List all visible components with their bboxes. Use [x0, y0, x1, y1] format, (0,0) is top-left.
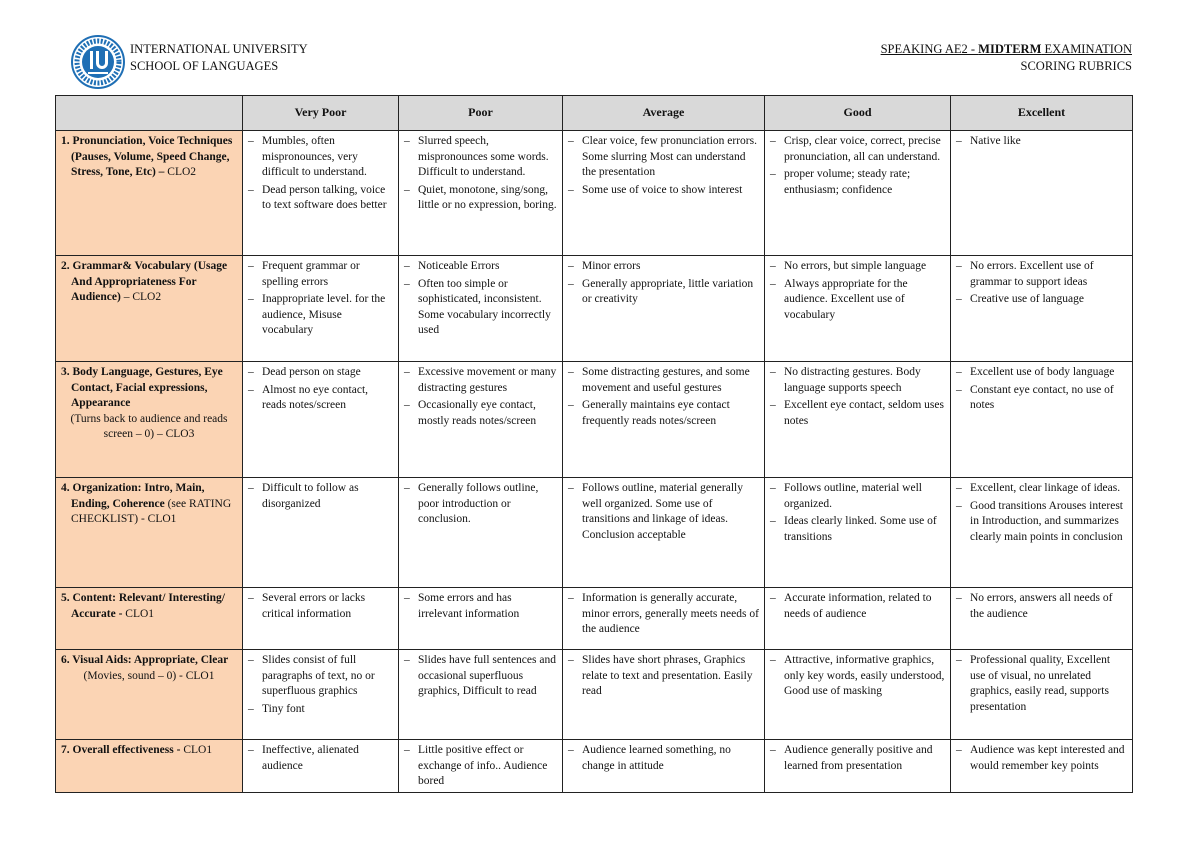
rubric-cell-excellent: [951, 256, 1133, 362]
descriptor-list: [248, 365, 393, 414]
criterion-text: [61, 481, 237, 528]
exam-subtitle: SCORING RUBRICS: [1020, 59, 1132, 73]
rubric-cell-very-poor: [243, 650, 399, 740]
criterion-text: [61, 743, 237, 759]
criterion-cell: [56, 650, 243, 740]
descriptor-list: [404, 653, 557, 700]
rubric-cell-good: [765, 588, 951, 650]
descriptor-list: [248, 743, 393, 774]
rubric-cell-excellent: [951, 362, 1133, 478]
rubric-cell-average: [563, 362, 765, 478]
rubric-cell-good: [765, 740, 951, 793]
header-criterion: [56, 96, 243, 131]
descriptor-item: – Some errors and has irrelevant information: [404, 591, 557, 622]
descriptor-item: – proper volume; steady rate; enthusiasm; confidence: [770, 167, 945, 198]
table-row: [56, 478, 1133, 588]
criterion-clo: CLO1: [183, 744, 213, 756]
descriptor-list: [248, 653, 393, 717]
descriptor-list: [568, 591, 759, 638]
descriptor-list: [568, 653, 759, 700]
criterion-cell: [56, 256, 243, 362]
descriptor-list: [770, 743, 945, 774]
descriptor-item: – Generally maintains eye contact frequently reads notes/screen: [568, 398, 759, 429]
exam-title: [881, 41, 1132, 75]
criterion-title: 3. Body Language, Gestures, Eye Contact, Facial expressions, Appearance: [61, 366, 223, 409]
criterion-title: 4. Organization: Intro, Main, Ending, Coherence: [61, 482, 205, 510]
table-row: [56, 650, 1133, 740]
rubric-cell-average: [563, 650, 765, 740]
descriptor-item: – Often too simple or sophisticated, inconsistent. Some vocabulary incorrectly used: [404, 277, 557, 339]
school-name: SCHOOL OF LANGUAGES: [130, 59, 279, 73]
criterion-cell: [56, 362, 243, 478]
descriptor-list: [404, 134, 557, 214]
rubric-cell-very-poor: [243, 131, 399, 256]
descriptor-item: – Noticeable Errors: [404, 259, 557, 275]
descriptor-list: [404, 743, 557, 790]
descriptor-list: [248, 481, 393, 512]
descriptor-item: – Slurred speech, mispronounces some words. Difficult to understand.: [404, 134, 557, 181]
descriptor-item: – Some use of voice to show interest: [568, 183, 759, 199]
descriptor-list: [568, 481, 759, 543]
descriptor-item: – Difficult to follow as disorganized: [248, 481, 393, 512]
descriptor-list: [770, 365, 945, 429]
descriptor-item: – Slides consist of full paragraphs of text, no or superfluous graphics: [248, 653, 393, 700]
rubric-cell-poor: [399, 650, 563, 740]
descriptor-item: – Native like: [956, 134, 1127, 150]
descriptor-item: – Little positive effect or exchange of info.. Audience bored: [404, 743, 557, 790]
rubric-cell-excellent: [951, 588, 1133, 650]
rubric-cell-very-poor: [243, 588, 399, 650]
descriptor-item: – Accurate information, related to needs of audience: [770, 591, 945, 622]
rubric-cell-very-poor: [243, 478, 399, 588]
descriptor-list: [404, 481, 557, 528]
rubric-cell-good: [765, 131, 951, 256]
organization-name: [130, 41, 308, 75]
rubric-cell-poor: [399, 362, 563, 478]
descriptor-item: – Information is generally accurate, minor errors, generally meets needs of the audience: [568, 591, 759, 638]
rubric-cell-very-poor: [243, 362, 399, 478]
criterion-text: [61, 591, 237, 622]
rubric-cell-very-poor: [243, 740, 399, 793]
descriptor-item: – Ideas clearly linked. Some use of transitions: [770, 514, 945, 545]
criterion-note: (Movies, sound – 0) - CLO1: [83, 669, 215, 682]
descriptor-item: – Constant eye contact, no use of notes: [956, 383, 1127, 414]
descriptor-item: – No errors. Excellent use of grammar to support ideas: [956, 259, 1127, 290]
descriptor-item: – Creative use of language: [956, 292, 1127, 308]
page-header: [70, 34, 1132, 84]
criterion-note: (Turns back to audience and reads screen – 0) – CLO3: [70, 412, 228, 440]
header-excellent: Excellent: [951, 96, 1133, 131]
descriptor-item: – Some distracting gestures, and some movement and useful gestures: [568, 365, 759, 396]
descriptor-item: – Slides have short phrases, Graphics relate to text and presentation. Easily read: [568, 653, 759, 700]
criterion-clo: CLO2: [167, 166, 197, 178]
criterion-clo: (see RATING CHECKLIST) - CLO1: [71, 497, 232, 525]
descriptor-list: [568, 365, 759, 429]
descriptor-item: – Crisp, clear voice, correct, precise pronunciation, all can understand.: [770, 134, 945, 165]
exam-midterm: MIDTERM: [978, 42, 1042, 56]
criterion-text: [61, 365, 237, 443]
descriptor-item: – Clear voice, few pronunciation errors. Some slurring Most can understand the presentation: [568, 134, 759, 181]
table-row: [56, 588, 1133, 650]
descriptor-item: – Minor errors: [568, 259, 759, 275]
descriptor-item: – Inappropriate level. for the audience, Misuse vocabulary: [248, 292, 393, 339]
table-header-row: [56, 96, 1133, 131]
criterion-cell: [56, 740, 243, 793]
descriptor-item: – Professional quality, Excellent use of visual, no unrelated graphics, easily read, supports presentation: [956, 653, 1127, 715]
descriptor-item: – Occasionally eye contact, mostly reads notes/screen: [404, 398, 557, 429]
descriptor-item: – Excessive movement or many distracting gestures: [404, 365, 557, 396]
rubric-cell-excellent: [951, 740, 1133, 793]
descriptor-list: [956, 743, 1127, 774]
criterion-title: 1. Pronunciation, Voice Techniques (Pauses, Volume, Speed Change, Stress, Tone, Etc) –: [61, 135, 233, 178]
descriptor-list: [770, 653, 945, 700]
descriptor-item: – Always appropriate for the audience. Excellent use of vocabulary: [770, 277, 945, 324]
rubric-cell-excellent: [951, 131, 1133, 256]
criterion-cell: [56, 478, 243, 588]
criterion-title: 2. Grammar& Vocabulary (Usage And Appropriateness For Audience): [61, 260, 228, 303]
rubric-cell-average: [563, 256, 765, 362]
criterion-cell: [56, 588, 243, 650]
exam-prefix: SPEAKING AE2 -: [880, 42, 979, 56]
descriptor-list: [404, 591, 557, 622]
header-poor: Poor: [399, 96, 563, 131]
descriptor-item: – Dead person on stage: [248, 365, 393, 381]
criterion-clo: – CLO2: [123, 291, 162, 303]
descriptor-item: – Generally appropriate, little variation or creativity: [568, 277, 759, 308]
descriptor-item: – Quiet, monotone, sing/song, little or no expression, boring.: [404, 183, 557, 214]
descriptor-item: – Excellent use of body language: [956, 365, 1127, 381]
descriptor-item: – Audience was kept interested and would remember key points: [956, 743, 1127, 774]
descriptor-item: – Good transitions Arouses interest in Introduction, and summarizes clearly main points in conclusion: [956, 499, 1127, 546]
university-name: INTERNATIONAL UNIVERSITY: [130, 42, 308, 56]
descriptor-item: – Generally follows outline, poor introduction or conclusion.: [404, 481, 557, 528]
rubric-cell-good: [765, 650, 951, 740]
descriptor-list: [770, 134, 945, 198]
criterion-clo: CLO1: [125, 607, 155, 620]
rubric-cell-good: [765, 362, 951, 478]
criterion-cell: [56, 131, 243, 256]
rubric-cell-average: [563, 478, 765, 588]
rubric-cell-poor: [399, 740, 563, 793]
rubric-cell-excellent: [951, 650, 1133, 740]
table-body: [56, 131, 1133, 793]
rubric-cell-poor: [399, 588, 563, 650]
descriptor-list: [956, 591, 1127, 622]
descriptor-item: – Audience learned something, no change in attitude: [568, 743, 759, 774]
descriptor-list: [956, 134, 1127, 150]
descriptor-list: [770, 259, 945, 323]
exam-title-line: [881, 41, 1132, 58]
scoring-rubric-table: [55, 95, 1133, 793]
descriptor-list: [956, 653, 1127, 715]
descriptor-item: – Excellent eye contact, seldom uses notes: [770, 398, 945, 429]
table-row: [56, 740, 1133, 793]
descriptor-list: [248, 591, 393, 622]
rubric-cell-very-poor: [243, 256, 399, 362]
descriptor-list: [770, 591, 945, 622]
rubric-cell-good: [765, 478, 951, 588]
criterion-title: 6. Visual Aids: Appropriate, Clear: [61, 654, 229, 666]
descriptor-item: – Audience generally positive and learned from presentation: [770, 743, 945, 774]
header-very-poor: Very Poor: [243, 96, 399, 131]
exam-suffix: EXAMINATION: [1041, 42, 1132, 56]
descriptor-item: – Attractive, informative graphics, only key words, easily understood, Good use of masking: [770, 653, 945, 700]
rubric-cell-average: [563, 588, 765, 650]
table-row: [56, 131, 1133, 256]
descriptor-list: [248, 134, 393, 214]
rubric-cell-average: [563, 131, 765, 256]
descriptor-list: [404, 259, 557, 339]
descriptor-list: [956, 259, 1127, 308]
descriptor-item: – Excellent, clear linkage of ideas.: [956, 481, 1127, 497]
descriptor-item: – Almost no eye contact, reads notes/screen: [248, 383, 393, 414]
descriptor-item: – Several errors or lacks critical information: [248, 591, 393, 622]
descriptor-item: – Follows outline, material generally well organized. Some use of transitions and linkage of ideas. Conclusion acceptable: [568, 481, 759, 543]
descriptor-item: – No errors, answers all needs of the audience: [956, 591, 1127, 622]
rubric-cell-average: [563, 740, 765, 793]
descriptor-item: – Slides have full sentences and occasional superfluous graphics, Difficult to read: [404, 653, 557, 700]
descriptor-list: [956, 365, 1127, 414]
descriptor-list: [248, 259, 393, 339]
header-average: Average: [563, 96, 765, 131]
descriptor-item: – Follows outline, material well organized.: [770, 481, 945, 512]
criterion-title: 5. Content: Relevant/ Interesting/ Accurate -: [61, 592, 225, 620]
header-good: Good: [765, 96, 951, 131]
descriptor-list: [770, 481, 945, 545]
rubric-cell-poor: [399, 256, 563, 362]
descriptor-item: – Tiny font: [248, 702, 393, 718]
criterion-title: 7. Overall effectiveness -: [61, 744, 181, 756]
descriptor-list: [956, 481, 1127, 545]
rubric-cell-excellent: [951, 478, 1133, 588]
descriptor-item: – No errors, but simple language: [770, 259, 945, 275]
descriptor-item: – Mumbles, often mispronounces, very difficult to understand.: [248, 134, 393, 181]
descriptor-list: [404, 365, 557, 429]
descriptor-list: [568, 743, 759, 774]
criterion-text: [61, 653, 237, 684]
descriptor-item: – Dead person talking, voice to text software does better: [248, 183, 393, 214]
descriptor-item: – No distracting gestures. Body language supports speech: [770, 365, 945, 396]
table-row: [56, 362, 1133, 478]
criterion-text: [61, 134, 237, 181]
rubric-cell-good: [765, 256, 951, 362]
criterion-text: [61, 259, 237, 306]
rubric-cell-poor: [399, 478, 563, 588]
rubric-cell-poor: [399, 131, 563, 256]
descriptor-list: [568, 134, 759, 198]
table-row: [56, 256, 1133, 362]
descriptor-item: – Frequent grammar or spelling errors: [248, 259, 393, 290]
descriptor-item: – Ineffective, alienated audience: [248, 743, 393, 774]
descriptor-list: [568, 259, 759, 308]
university-logo-icon: [70, 34, 126, 90]
